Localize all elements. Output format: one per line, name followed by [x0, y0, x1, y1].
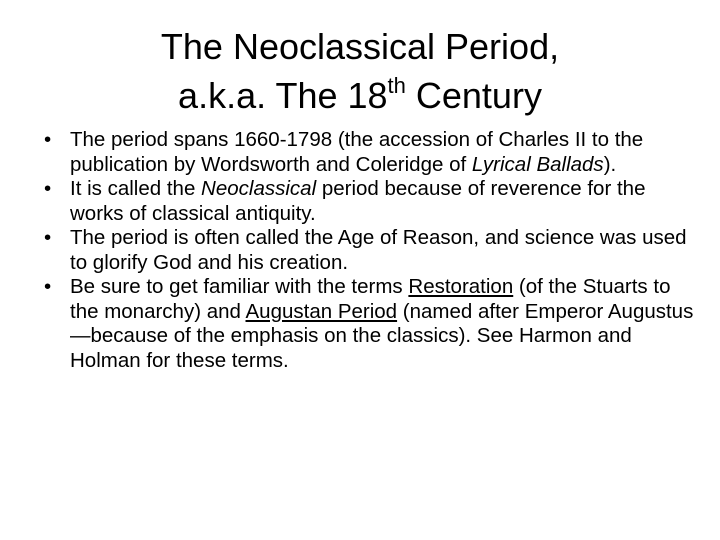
bullet-emphasis: Neoclassical — [201, 177, 317, 200]
bullet-text-end: ). — [603, 152, 617, 176]
bullet-text: Be sure to get familiar with the terms — [70, 275, 409, 298]
title-superscript: th — [387, 73, 406, 98]
bullet-icon: • — [44, 226, 52, 249]
bullet-text: It is called the — [70, 177, 202, 200]
slide-title — [0, 22, 720, 120]
bullet-icon: • — [44, 128, 52, 151]
bullet-text-end: period because of reverence for the works of classical antiquity. — [70, 177, 646, 225]
term-augustan-period: Augustan Period — [245, 299, 398, 323]
title-line-2-suffix: Century — [405, 75, 542, 116]
bullet-list — [44, 128, 694, 373]
bullet-text: The period is often called the Age of Reason, and science was used to glorify God and his creation. — [70, 226, 687, 274]
title-line-1: The Neoclassical Period, — [160, 26, 560, 67]
bullet-item-period-span — [44, 128, 694, 177]
bullet-item-neoclassical — [44, 177, 694, 226]
bullet-item-terms — [44, 275, 694, 373]
bullet-item-age-of-reason — [44, 226, 694, 275]
bullet-emphasis: Lyrical Ballads — [471, 152, 604, 176]
title-line-2 — [178, 75, 542, 116]
term-restoration: Restoration — [408, 275, 514, 298]
bullet-icon: • — [44, 177, 52, 200]
bullet-text-mid: (of the Stuarts to the monarchy) and — [70, 275, 671, 323]
bullet-text-end: (named after Emperor Augustus—because of the emphasis on the classics). See Harmon and Holman for these terms. — [70, 299, 694, 372]
title-line-2-text: a.k.a. The 18 — [178, 75, 388, 116]
bullet-text: The period spans 1660-1798 (the accession of Charles II to the publication by Wordsworth and Coleridge of — [70, 128, 644, 176]
bullet-icon: • — [44, 275, 52, 298]
